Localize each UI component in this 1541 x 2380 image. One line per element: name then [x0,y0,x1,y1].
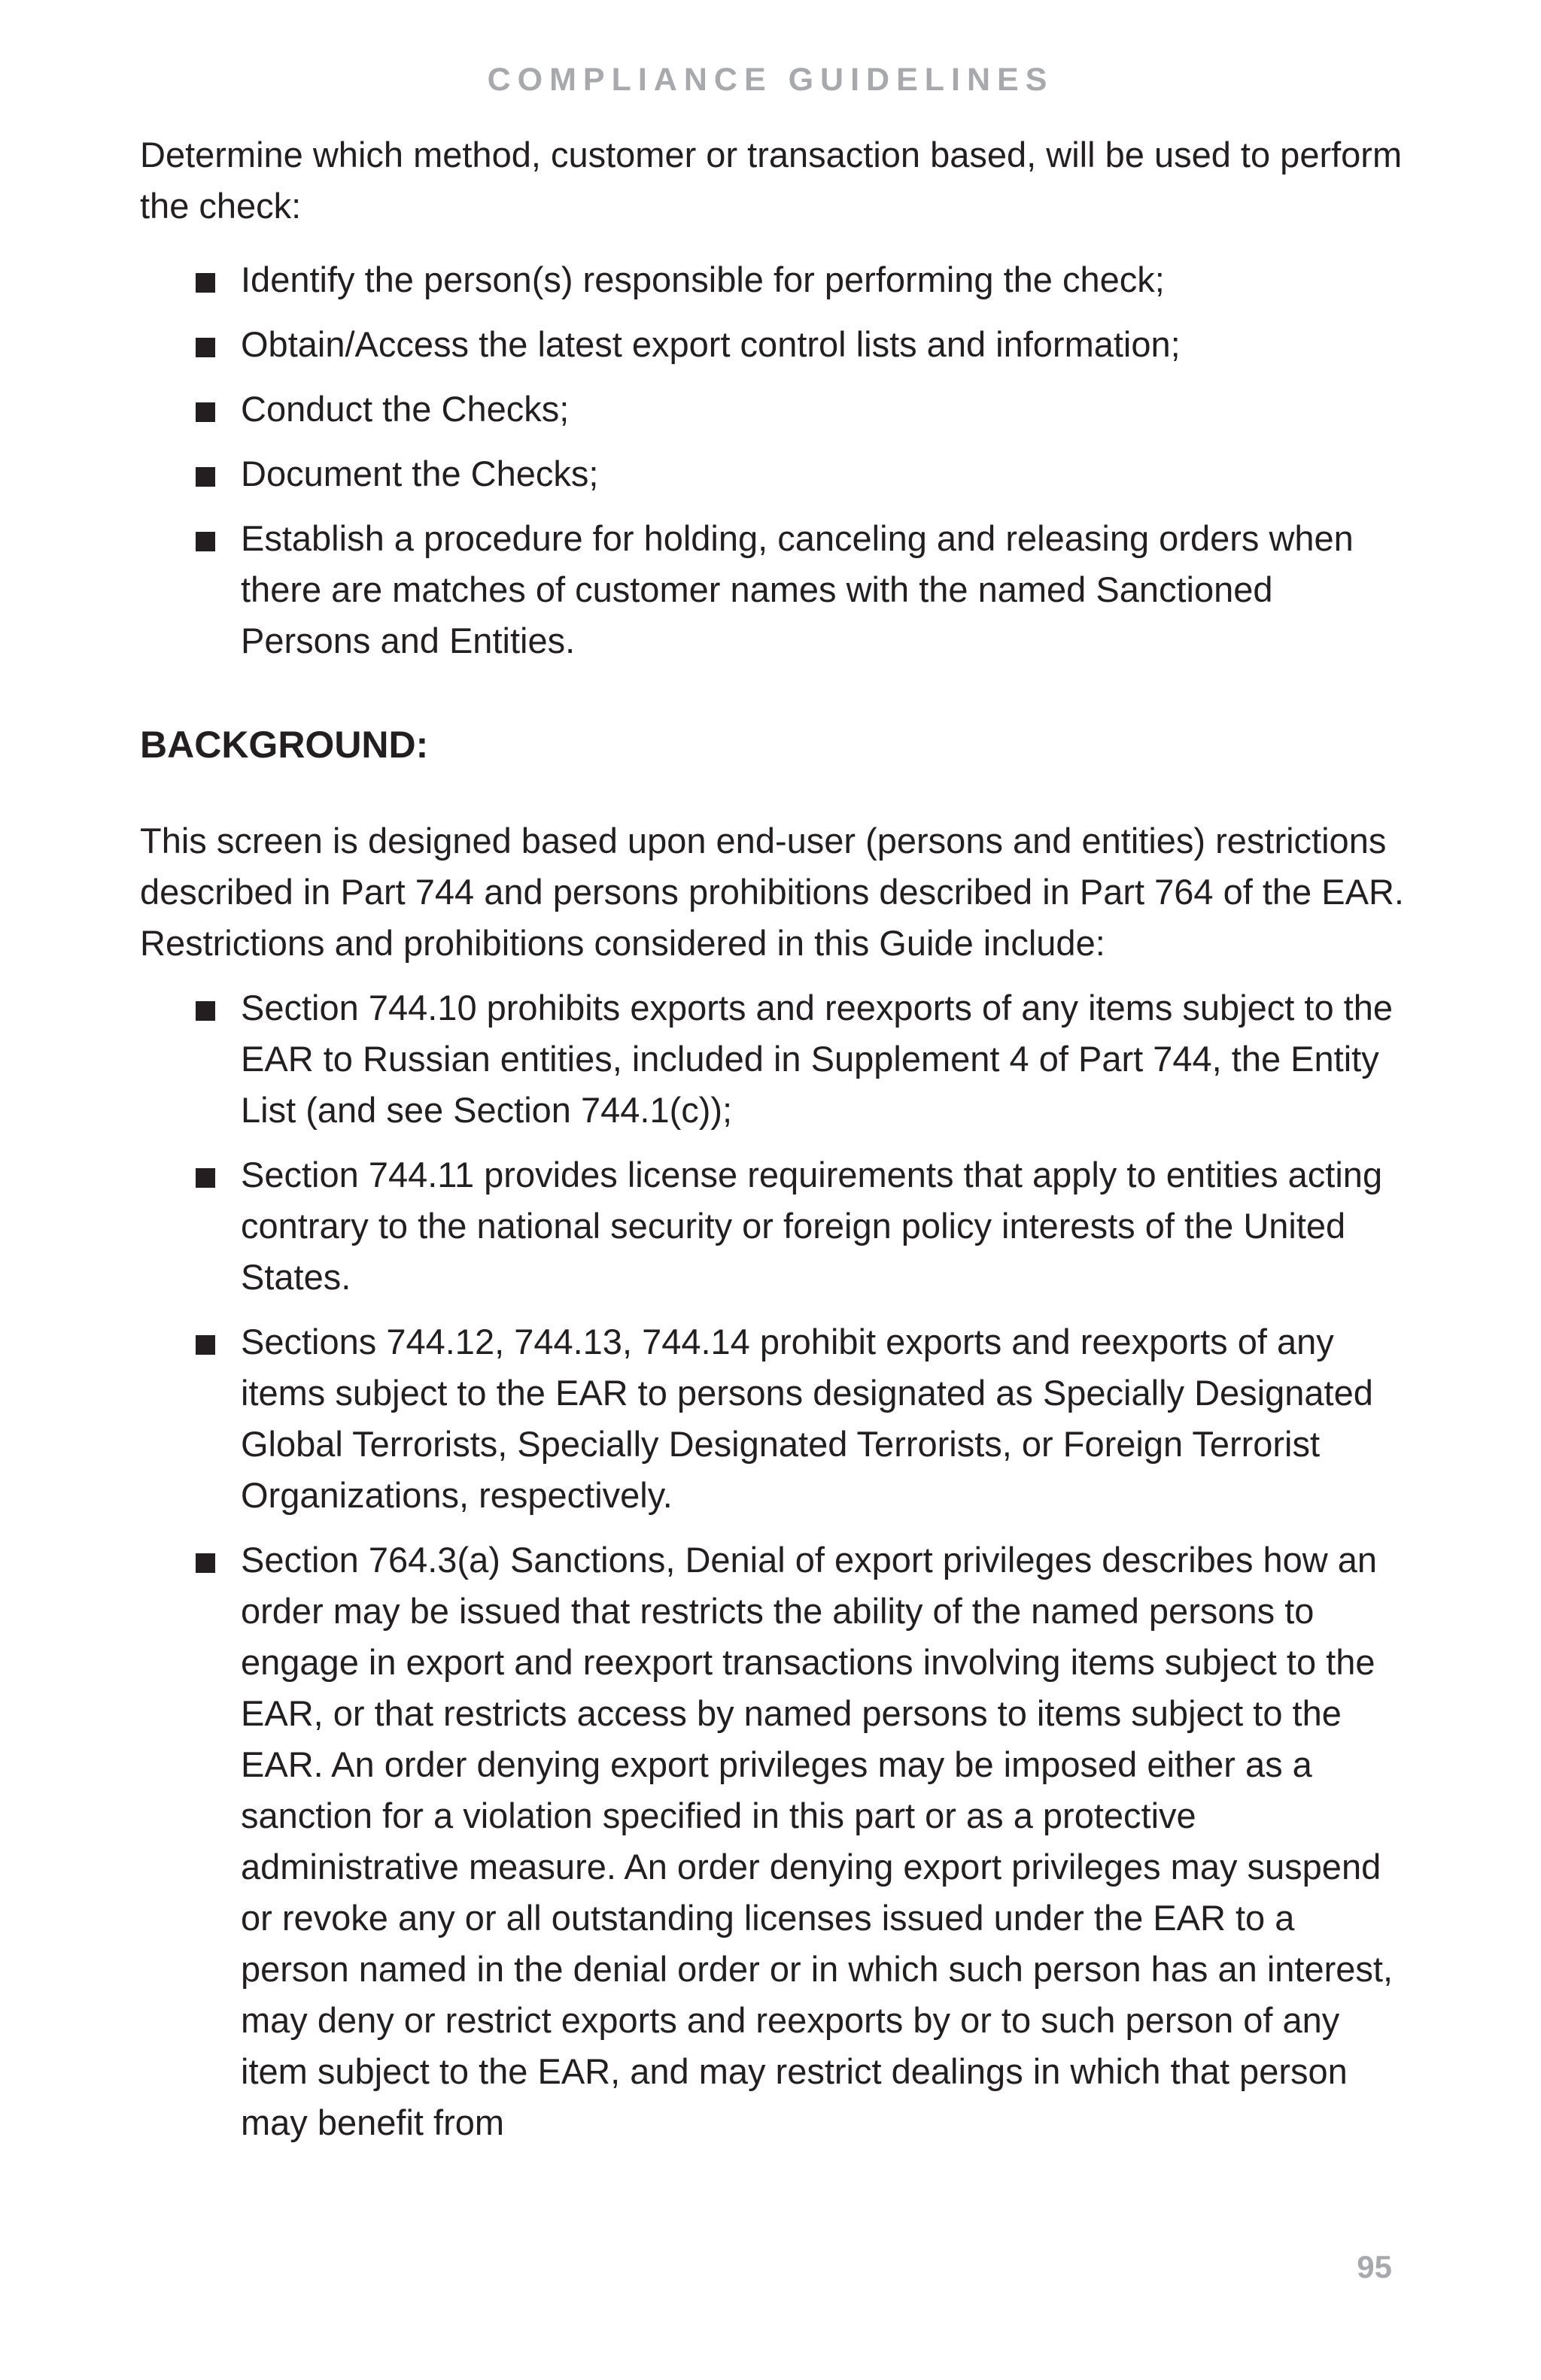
list-item: Section 744.11 provides license requirements that apply to entities acting contrary to the national security or foreign policy interests of the United States. [241,1149,1404,1303]
page-body [140,129,1404,2162]
list-item: Establish a procedure for holding, canceling and releasing orders when there are matches of customer names with the named Sanctioned Persons and Entities. [241,513,1404,666]
list-item: Obtain/Access the latest export control lists and information; [241,319,1404,370]
list-item: Identify the person(s) responsible for performing the check; [241,254,1404,305]
steps-list [140,254,1404,666]
restrictions-list [140,982,1404,2148]
running-head: COMPLIANCE GUIDELINES [487,62,1054,98]
background-paragraph: This screen is designed based upon end-user (persons and entities) restrictions described in Part 744 and persons prohibitions described in Part 764 of the EAR. Restrictions and prohibitions considered in this Guide include: [140,821,1404,963]
page-number: 95 [1357,2249,1392,2284]
list-item: Section 764.3(a) Sanctions, Denial of export privileges describes how an order may be issued that restricts the ability of the named persons to engage in export and reexport transactions involving items subject to the EAR, or that restricts access by named persons to items subject to the EAR. An order denying export privileges may be imposed either as a sanction for a violation specified in this part or as a protective administrative measure. An order denying export privileges may suspend or revoke any or all outstanding licenses issued under the EAR to a person named in the denial order or in which such person has an interest, may deny or restrict exports and reexports by or to such person of any item subject to the EAR, and may restrict dealings in which that person may benefit from [241,1535,1404,2148]
list-item: Document the Checks; [241,448,1404,499]
list-item: Section 744.10 prohibits exports and reexports of any items subject to the EAR to Russian entities, included in Supplement 4 of Part 744, the Entity List (and see Section 744.1(c)); [241,982,1404,1136]
section-heading: BACKGROUND: [140,724,429,766]
list-item: Conduct the Checks; [241,384,1404,435]
list-item: Sections 744.12, 744.13, 744.14 prohibit exports and reexports of any items subject to the EAR to persons designated as Specially Designated Global Terrorists, Specially Designated Terrorists, or Foreign Terrorist Organizations, respectively. [241,1316,1404,1521]
intro-paragraph: Determine which method, customer or transaction based, will be used to perform the check: [140,135,1403,226]
